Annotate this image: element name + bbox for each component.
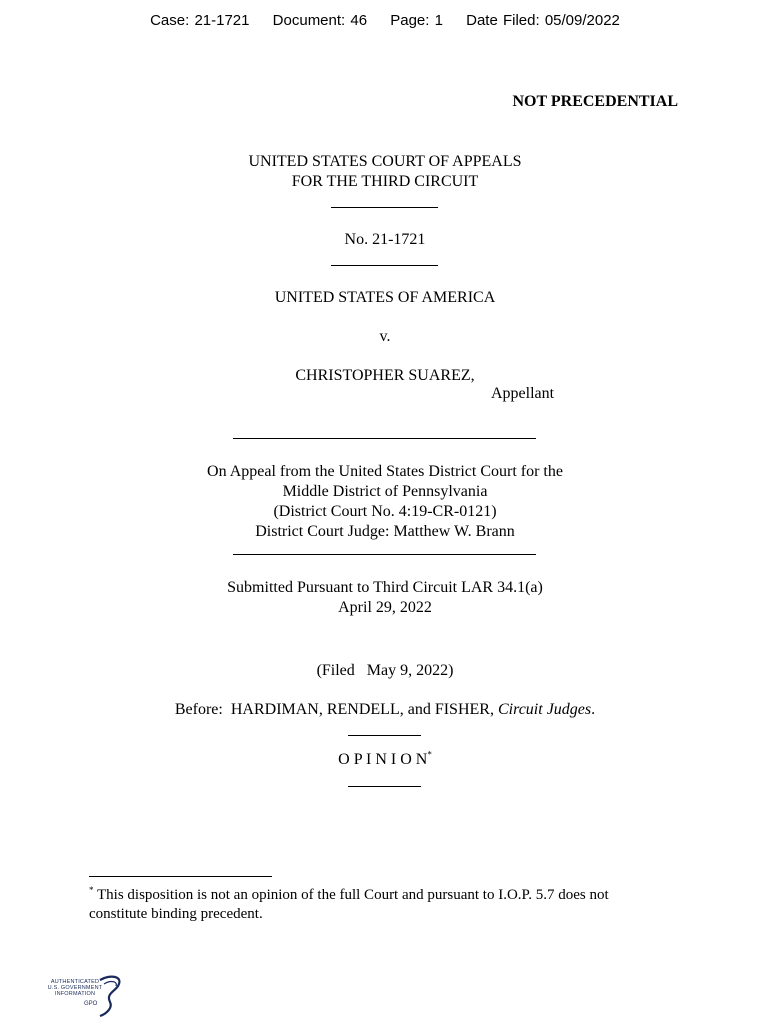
date-filed-stamp: Date Filed: 05/09/2022 [466,12,620,29]
appeal-info-line4: District Court Judge: Matthew W. Brann [255,523,515,540]
appeal-info-line3: (District Court No. 4:19-CR-0121) [273,503,497,520]
footnote-marker: * [427,749,432,760]
gpo-logo-label: GPO [84,1001,98,1007]
document-number-stamp: Document: 46 [272,12,368,29]
divider [331,265,438,266]
submission-line1: Submitted Pursuant to Third Circuit LAR 34.1(a) [227,579,543,596]
appeal-info-line1: On Appeal from the United States District Court for the [207,463,563,480]
footnote-line1: This disposition is not an opinion of the full Court and pursuant to I.O.P. 5.7 does not [96,887,609,903]
gpo-logo-line3: INFORMATION [54,991,96,997]
panel-judges-names: Before: HARDIMAN, RENDELL, and FISHER, [174,701,498,718]
submission-line2: April 29, 2022 [338,599,432,616]
appellant-role: Appellant [491,385,555,402]
defendant-name: CHRISTOPHER SUAREZ, [295,367,475,384]
divider [331,207,438,208]
panel-judges-suffix: . [591,701,596,718]
gpo-logo-line1: AUTHENTICATED [50,979,100,985]
footnote-divider [89,876,272,877]
filed-date: (Filed May 9, 2022) [316,662,454,679]
panel-judges-title: Circuit Judges [497,701,592,718]
gpo-logo-line2: U.S. GOVERNMENT [47,985,103,991]
divider [348,786,421,787]
case-number: No. 21-1721 [344,231,426,248]
court-name [0,152,770,192]
footnote-line2: constitute binding precedent. [89,906,263,922]
court-name-line2: FOR THE THIRD CIRCUIT [291,173,479,190]
divider [233,554,536,555]
case-number-stamp: Case: 21-1721 [150,12,250,29]
divider [233,438,536,439]
footnote [89,886,689,924]
court-name-line1: UNITED STATES COURT OF APPEALS [248,153,522,170]
gpo-authentication-logo [44,974,134,1018]
versus-label: v. [379,328,391,345]
opinion-heading-text: O P I N I O N [338,751,428,768]
not-precedential-label: NOT PRECEDENTIAL [512,93,678,110]
plaintiff-name: UNITED STATES OF AMERICA [274,289,496,306]
panel-judges [0,700,770,720]
appeal-info-line2: Middle District of Pennsylvania [282,483,488,500]
submission-info [0,578,770,618]
document-header-stamp [0,12,770,29]
opinion-heading [0,750,770,770]
divider [348,735,421,736]
page-number-stamp: Page: 1 [390,12,443,29]
appeal-info [0,462,770,542]
eagle-icon [96,974,126,1018]
footnote-marker: * [89,885,94,895]
